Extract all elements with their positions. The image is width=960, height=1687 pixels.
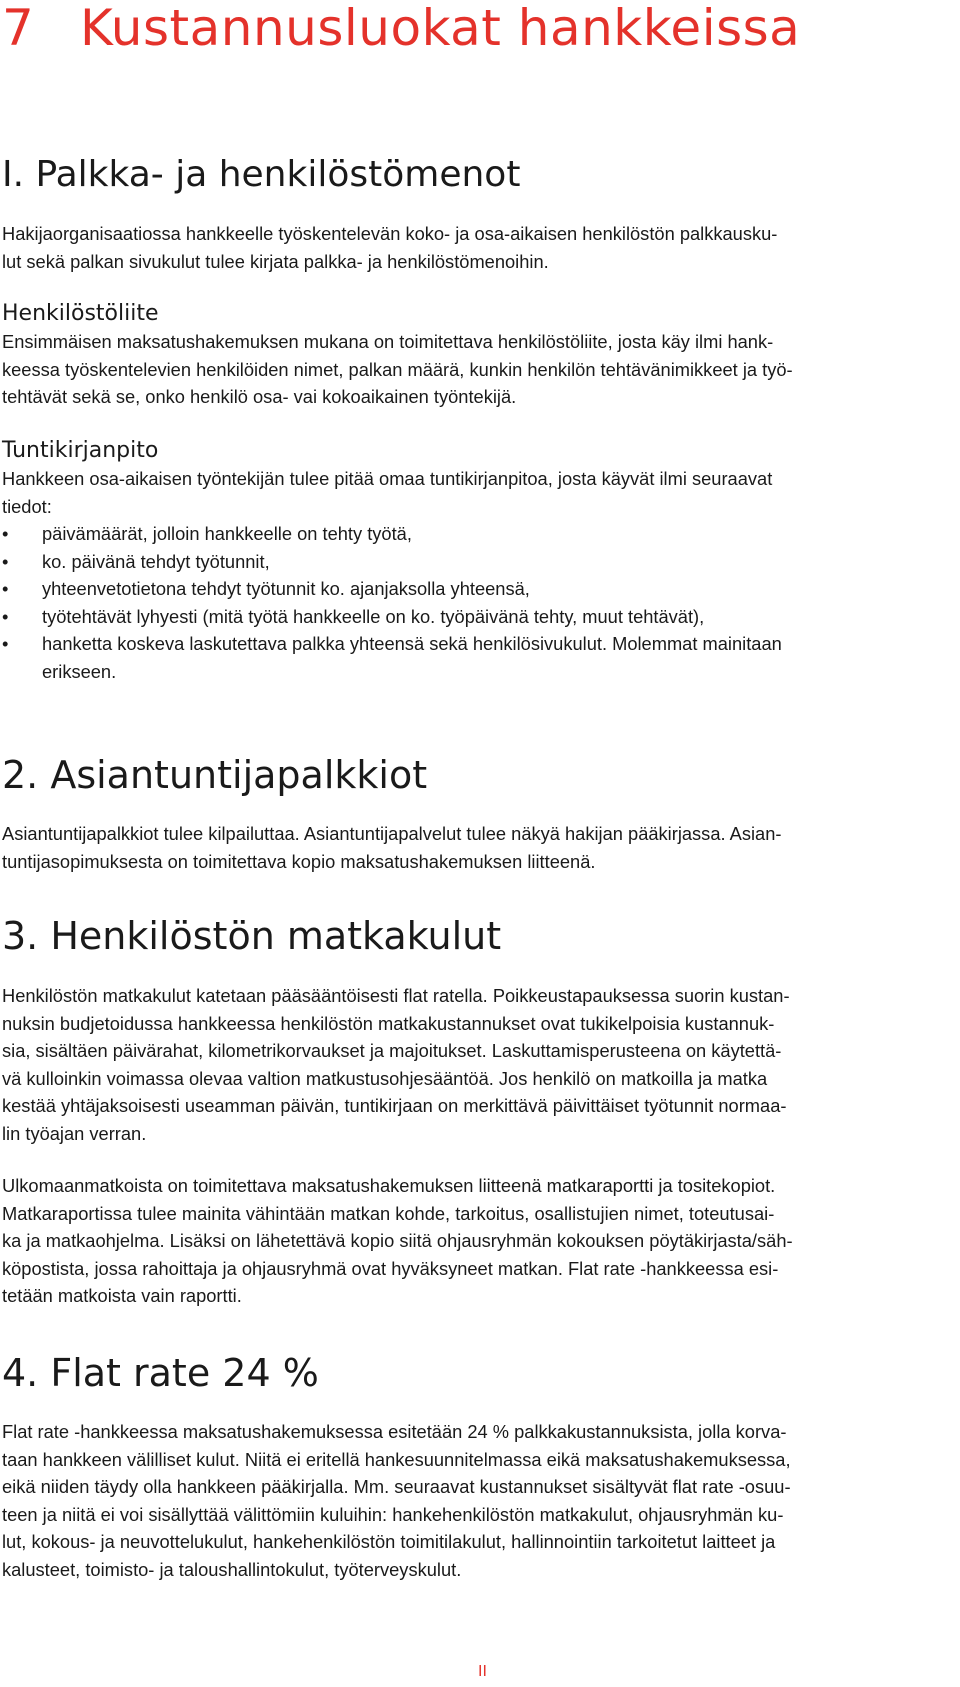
text-line: köpostista, jossa rahoittaja ja ohjausryhmä ovat hyväksyneet matkan. Flat rate -hankkeessa esi-	[2, 1257, 779, 1279]
text-line: eikä niiden täydy olla hankkeen pääkirjalla. Mm. seuraavat kustannukset sisältyvät flat rate -osuu-	[2, 1476, 791, 1498]
text-line: lin työajan verran.	[2, 1122, 147, 1144]
text-line: lut, kokous- ja neuvottelukulut, hankehenkilöstön toimitilakulut, hallinnointiin tarkoitetut laitteet ja	[2, 1531, 776, 1553]
section-heading-flat-rate: 4. Flat rate 24 %	[2, 1351, 319, 1395]
tuntikirjanpito-text	[2, 465, 960, 520]
text-line: kestää yhtäjaksoisesti useamman päivän, tuntikirjaan on merkittävä päivittäiset työtunnit normaa-	[2, 1095, 787, 1117]
text-line: Henkilöstön matkakulut katetaan pääsääntöisesti flat ratella. Poikkeustapauksessa suorin kustan-	[2, 985, 790, 1006]
section-heading-palkka: I. Palkka- ja henkilöstömenot	[2, 154, 521, 195]
text-line: nuksin budjetoidussa hankkeessa henkilöstön matkakustannukset ovat tukikelpoisia kustannuk-	[2, 1012, 775, 1034]
text-line: Asiantuntijapalkkiot tulee kilpailuttaa. Asiantuntijapalvelut tulee näkyä hakijan pääkirjassa. Asian-	[2, 823, 782, 844]
list-item	[2, 630, 960, 685]
list-item-text: hanketta koskeva laskutettava palkka yhteensä sekä henkilösivukulut. Molemmat mainitaan	[42, 633, 782, 655]
text-line: Hakijaorganisaatiossa hankkeelle työskentelevän koko- ja osa-aikaisen henkilöstön palkkausku-	[2, 223, 778, 244]
text-line: keessa työskentelevien henkilöiden nimet, palkan määrä, kunkin henkilön tehtävänimikkeet ja työ-	[2, 358, 793, 380]
bullet-icon: •	[2, 605, 9, 627]
list-item	[2, 575, 960, 603]
bullet-icon: •	[2, 550, 9, 572]
section-heading-matkakulut: 3. Henkilöstön matkakulut	[2, 914, 502, 958]
text-line: taan hankkeen välilliset kulut. Niitä ei eritellä hankesuunnitelmassa eikä maksatushakemuksessa,	[2, 1448, 791, 1470]
text-line: Ulkomaanmatkoista on toimitettava maksatushakemuksen liitteenä matkaraportti ja tositekopiot.	[2, 1175, 776, 1196]
bullet-icon: •	[2, 633, 9, 655]
chapter-title	[2, 0, 800, 56]
text-line: sia, sisältäen päivärahat, kilometrikorvaukset ja majoitukset. Laskuttamisperusteena on käytettä-	[2, 1040, 782, 1062]
text-line: tiedot:	[2, 495, 52, 517]
text-line: Flat rate -hankkeessa maksatushakemuksessa esitetään 24 % palkkakustannuksista, jolla korva-	[2, 1421, 787, 1442]
bullet-icon: •	[2, 578, 9, 600]
henkilostoliite-text	[2, 328, 960, 411]
text-line: Matkaraportissa tulee mainita vähintään matkan kohde, tarkoitus, osallistujien nimet, toteutusai-	[2, 1202, 775, 1224]
list-item-text: ko. päivänä tehdyt työtunnit,	[42, 550, 270, 572]
text-line: tuntijasopimuksesta on toimitettava kopio maksatushakemuksen liitteenä.	[2, 850, 596, 872]
list-item-text: työtehtävät lyhyesti (mitä työtä hankkeelle on ko. työpäivänä tehty, muut tehtävät),	[42, 605, 705, 627]
list-item	[2, 520, 960, 548]
list-item-text: erikseen.	[42, 660, 117, 682]
text-line: Hankkeen osa-aikaisen työntekijän tulee pitää omaa tuntikirjanpitoa, josta käyvät ilmi seuraavat	[2, 468, 773, 489]
text-line: teen ja niitä ei voi sisällyttää välittömiin kuluihin: hankehenkilöstön matkakulut, ohjausryhmän ku-	[2, 1503, 784, 1525]
text-line: ka ja matkaohjelma. Lisäksi on lähetettävä kopio siitä ohjausryhmän kokouksen pöytäkirjasta/säh-	[2, 1230, 793, 1252]
list-item-text: päivämäärät, jolloin hankkeelle on tehty työtä,	[42, 523, 412, 544]
list-item	[2, 603, 960, 631]
chapter-title-text: Kustannusluokat hankkeissa	[80, 0, 801, 57]
matkakulut-paragraph-2	[2, 1172, 960, 1310]
text-line: tetään matkoista vain raportti.	[2, 1285, 242, 1307]
chapter-number: 7	[2, 0, 35, 57]
text-line: kalusteet, toimisto- ja taloushallintokulut, työterveyskulut.	[2, 1558, 462, 1580]
subheading-henkilostoliite: Henkilöstöliite	[2, 301, 159, 326]
page-number: II	[478, 1663, 487, 1680]
matkakulut-paragraph-1	[2, 982, 960, 1148]
list-item	[2, 548, 960, 576]
list-item-text: yhteenvetotietona tehdyt työtunnit ko. ajanjaksolla yhteensä,	[42, 578, 530, 600]
text-line: vä kulloinkin voimassa olevaa valtion matkustusohjesääntöä. Jos henkilö on matkoilla ja matka	[2, 1067, 768, 1089]
bullet-icon: •	[2, 523, 9, 544]
flat-rate-text	[2, 1418, 960, 1584]
section-heading-asiantuntijapalkkiot: 2. Asiantuntijapalkkiot	[2, 753, 428, 797]
text-line: Ensimmäisen maksatushakemuksen mukana on toimitettava henkilöstöliite, josta käy ilmi hank-	[2, 331, 774, 352]
tuntikirjanpito-bullet-list	[2, 520, 960, 686]
text-line: tehtävät sekä se, onko henkilö osa- vai kokoaikainen työntekijä.	[2, 386, 517, 408]
text-line: lut sekä palkan sivukulut tulee kirjata palkka- ja henkilöstömenoihin.	[2, 250, 549, 272]
subheading-tuntikirjanpito: Tuntikirjanpito	[2, 438, 159, 463]
asiantuntijapalkkiot-text	[2, 820, 960, 875]
section-palkka-intro	[2, 220, 960, 275]
